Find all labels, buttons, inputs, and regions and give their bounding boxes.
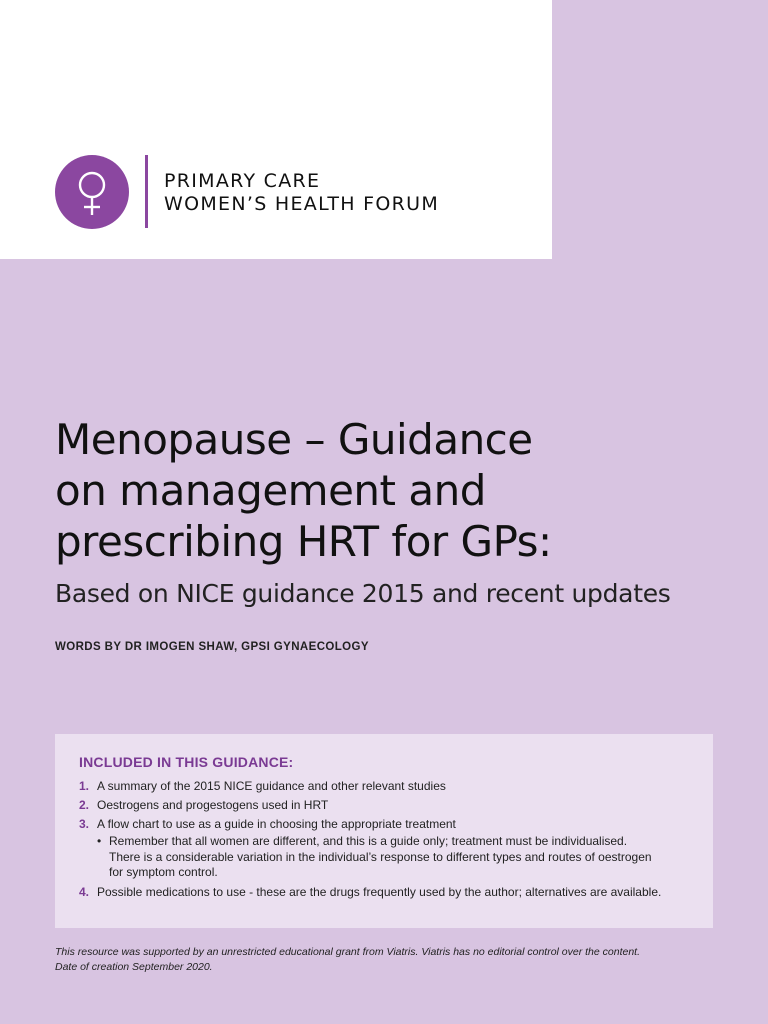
list-item-text: A flow chart to use as a guide in choosing the appropriate treatment <box>97 817 456 831</box>
guidance-heading: INCLUDED IN THIS GUIDANCE: <box>79 754 294 770</box>
document-title <box>55 414 735 567</box>
organization-name-line1: PRIMARY CARE <box>164 170 321 192</box>
header-panel <box>0 0 552 259</box>
sub-list-item-line1: Remember that all women are different, and this is a guide only; treatment must be individualised. <box>109 834 628 848</box>
funding-footnote <box>55 945 735 975</box>
list-item-text: Oestrogens and progestogens used in HRT <box>97 798 329 812</box>
document-title-line3: prescribing HRT for GPs: <box>55 517 552 566</box>
bullet-icon: • <box>97 834 102 848</box>
author-byline: WORDS BY DR IMOGEN SHAW, GPSI GYNAECOLOGY <box>55 641 369 653</box>
organization-name <box>164 170 439 216</box>
list-item-number: 1. <box>79 779 90 793</box>
sub-list <box>97 834 689 881</box>
list-item <box>79 884 689 900</box>
female-symbol-icon <box>55 155 129 229</box>
guidance-list <box>79 778 689 900</box>
logo-divider <box>145 155 148 228</box>
sub-list-item <box>97 834 689 881</box>
list-item-text: A summary of the 2015 NICE guidance and other relevant studies <box>97 779 446 793</box>
organization-name-line2: WOMEN’S HEALTH FORUM <box>164 193 440 215</box>
list-item-number: 2. <box>79 798 90 812</box>
list-item <box>79 816 689 881</box>
list-item-number: 3. <box>79 817 90 831</box>
footnote-line2: Date of creation September 2020. <box>55 961 213 973</box>
footnote-line1: This resource was supported by an unrestricted educational grant from Viatris. Viatris has no editorial control over the content. <box>55 946 641 958</box>
document-title-line2: on management and <box>55 466 486 515</box>
list-item-text: Possible medications to use - these are the drugs frequently used by the author; alternatives are available. <box>97 884 662 899</box>
sub-list-item-line3: for symptom control. <box>109 865 218 879</box>
list-item <box>79 797 689 813</box>
logo-badge <box>55 155 129 229</box>
document-subtitle: Based on NICE guidance 2015 and recent updates <box>55 579 671 608</box>
sub-list-item-line2: There is a considerable variation in the individual’s response to different types and routes of oestrogen <box>109 849 652 864</box>
list-item-number: 4. <box>79 884 90 899</box>
list-item <box>79 778 689 794</box>
document-title-line1: Menopause – Guidance <box>55 415 533 464</box>
guidance-contents-box <box>55 734 713 928</box>
